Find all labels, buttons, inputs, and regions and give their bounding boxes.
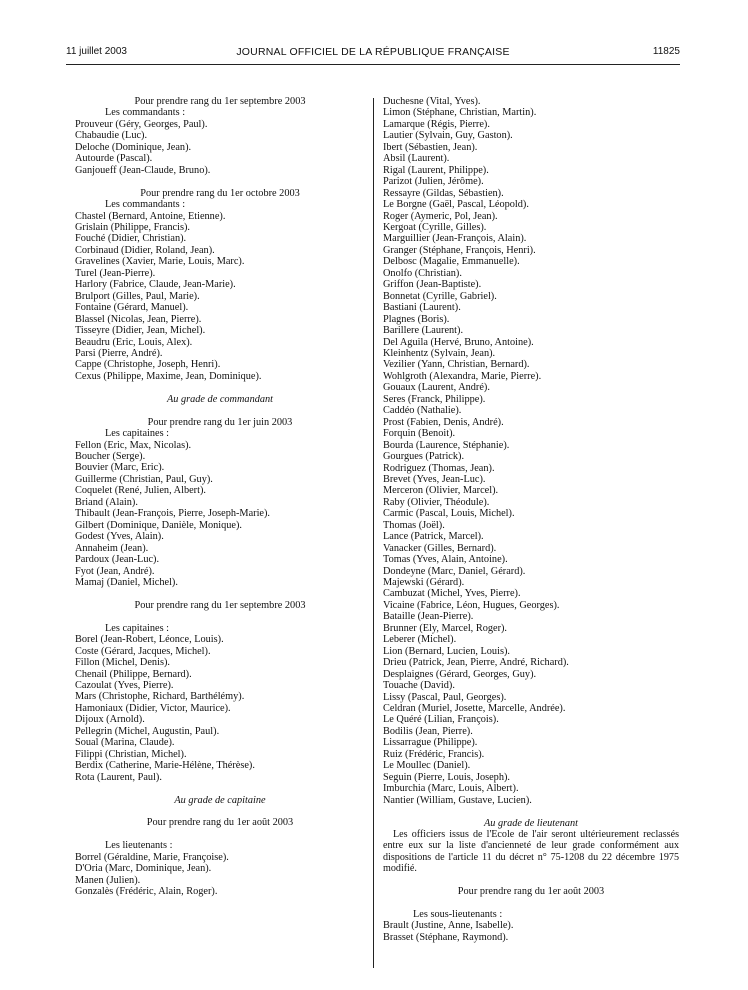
- list-entry: Prost (Fabien, Denis, André).: [383, 416, 504, 428]
- list-entry: Drieu (Patrick, Jean, Pierre, André, Richard).: [383, 657, 569, 669]
- list-entry: Merceron (Olivier, Marcel).: [383, 485, 499, 497]
- list-entry: Lamarque (Régis, Pierre).: [383, 118, 490, 130]
- list-entry: Dijoux (Arnold).: [75, 714, 145, 726]
- list-entry: Roger (Aymeric, Pol, Jean).: [383, 210, 498, 222]
- subsection-label: Les commandants :: [105, 199, 186, 211]
- list-entry: Ruiz (Frédéric, Francis).: [383, 748, 485, 760]
- left-column: [75, 96, 365, 898]
- spacer: [383, 898, 679, 909]
- list-entry: Soual (Marina, Claude).: [75, 737, 175, 749]
- list-entry: Ressayre (Gildas, Sébastien).: [383, 187, 504, 199]
- list-entry: Gourgues (Patrick).: [383, 451, 465, 463]
- list-entry: Lion (Bernard, Lucien, Louis).: [383, 645, 510, 657]
- column-divider: [373, 98, 374, 968]
- list-entry: Lissy (Pascal, Paul, Georges).: [383, 691, 507, 703]
- list-entry: Bouvier (Marc, Eric).: [75, 462, 165, 474]
- list-entry: Borrel (Géraldine, Marie, Françoise).: [75, 851, 229, 863]
- grade-heading: Au grade de commandant: [166, 393, 274, 405]
- list-entry: Dondeyne (Marc, Daniel, Gérard).: [383, 565, 526, 577]
- list-entry: Caddéo (Nathalie).: [383, 405, 462, 417]
- section-heading: Pour prendre rang du 1er août 2003: [146, 817, 294, 829]
- list-entry: Turel (Jean-Pierre).: [75, 267, 156, 279]
- spacer: [75, 176, 365, 187]
- list-entry: Leberer (Michel).: [383, 634, 457, 646]
- section-heading: Pour prendre rang du 1er septembre 2003: [134, 96, 306, 107]
- list-entry: Vanacker (Gilles, Bernard).: [383, 542, 497, 554]
- right-column: [383, 96, 679, 943]
- list-entry: Fouché (Didier, Christian).: [75, 233, 187, 245]
- list-entry: Granger (Stéphane, François, Henri).: [383, 244, 536, 256]
- note-paragraph: Les officiers issus de l'Ecole de l'air seront ultérieurement reclassés entre eux sur la liste d'ancienneté de leur grade conformément aux dispositions de l'article 11 du décret n° 75-1208 du 22 décembre 1975 modifié.: [383, 828, 679, 875]
- list-entry: Imburchia (Marc, Louis, Albert).: [383, 783, 519, 795]
- list-entry: Ibert (Sébastien, Jean).: [383, 141, 478, 153]
- list-entry: Fillon (Michel, Denis).: [75, 657, 170, 669]
- list-entry: Boucher (Serge).: [75, 451, 146, 462]
- section-heading: Pour prendre rang du 1er août 2003: [457, 886, 605, 898]
- list-entry: Cexus (Philippe, Maxime, Jean, Dominique).: [75, 370, 262, 382]
- subsection-label: Les capitaines :: [105, 428, 170, 440]
- list-entry: Gouaux (Laurent, André).: [383, 382, 490, 394]
- list-entry: Bastiani (Laurent).: [383, 302, 461, 314]
- header-page-number: 11825: [652, 46, 680, 57]
- section-heading: Pour prendre rang du 1er octobre 2003: [140, 187, 300, 199]
- spacer: [383, 875, 679, 886]
- list-entry: Vezilier (Yann, Christian, Bernard).: [383, 359, 530, 371]
- list-entry: Manen (Julien).: [75, 874, 141, 886]
- list-entry: Le Quéré (Lilian, François).: [383, 714, 499, 726]
- list-entry: Thibault (Jean-François, Pierre, Joseph-Marie).: [75, 508, 271, 520]
- list-entry: Bodilis (Jean, Pierre).: [383, 725, 473, 737]
- list-entry: Briand (Alain).: [75, 496, 138, 508]
- page-header: [66, 46, 680, 62]
- list-entry: Brulport (Gilles, Paul, Marie).: [75, 290, 200, 302]
- spacer: [75, 611, 365, 622]
- list-entry: Le Borgne (Gaël, Pascal, Léopold).: [383, 199, 529, 211]
- list-entry: Vicaine (Fabrice, Léon, Hugues, Georges).: [383, 599, 560, 611]
- list-entry: Onolfo (Christian).: [383, 267, 462, 279]
- list-entry: Grislain (Philippe, Francis).: [75, 221, 190, 233]
- list-entry: Pardoux (Jean-Luc).: [75, 554, 160, 566]
- list-entry: Absil (Laurent).: [383, 153, 450, 165]
- list-entry: Kergoat (Cyrille, Gilles).: [383, 221, 487, 233]
- subsection-label: Les sous-lieutenants :: [413, 908, 503, 920]
- list-entry: Cambuzat (Michel, Yves, Pierre).: [383, 588, 521, 600]
- list-entry: Seres (Franck, Philippe).: [383, 393, 486, 405]
- list-entry: Berdix (Catherine, Marie-Hélène, Thérèse).: [75, 760, 255, 772]
- section-heading: Pour prendre rang du 1er septembre 2003: [134, 599, 306, 611]
- list-entry: Guillerme (Christian, Paul, Guy).: [75, 473, 213, 485]
- list-entry: D'Oria (Marc, Dominique, Jean).: [75, 863, 212, 875]
- list-entry: Cazoulat (Yves, Pierre).: [75, 680, 174, 692]
- list-entry: Hamoniaux (Didier, Victor, Maurice).: [75, 702, 231, 714]
- list-entry: Coste (Gérard, Jacques, Michel).: [75, 645, 211, 657]
- list-entry: Corbinaud (Didier, Roland, Jean).: [75, 244, 215, 256]
- spacer: [383, 806, 679, 817]
- grade-heading: Au grade de lieutenant: [483, 817, 579, 829]
- list-entry: Lance (Patrick, Marcel).: [383, 531, 484, 543]
- list-entry: Seguin (Pierre, Louis, Joseph).: [383, 771, 510, 783]
- list-entry: Le Moullec (Daniel).: [383, 760, 471, 772]
- list-entry: Brunner (Ely, Marcel, Roger).: [383, 622, 507, 634]
- spacer: [75, 829, 365, 840]
- list-entry: Mamaj (Daniel, Michel).: [75, 576, 178, 588]
- list-entry: Bonnetat (Cyrille, Gabriel).: [383, 290, 497, 302]
- list-entry: Bourda (Laurence, Stéphanie).: [383, 439, 510, 451]
- spacer: [75, 588, 365, 599]
- list-entry: Rigal (Laurent, Philippe).: [383, 164, 489, 176]
- list-entry: Blassel (Nicolas, Jean, Pierre).: [75, 313, 202, 325]
- list-entry: Forquin (Benoit).: [383, 428, 456, 440]
- list-entry: Griffon (Jean-Baptiste).: [383, 279, 482, 291]
- list-entry: Filippi (Christian, Michel).: [75, 748, 187, 760]
- list-entry: Cappe (Christophe, Joseph, Henri).: [75, 359, 221, 371]
- subsection-label: Les lieutenants :: [105, 840, 173, 852]
- spacer: [75, 382, 365, 393]
- list-entry: Brasset (Stéphane, Raymond).: [383, 931, 509, 943]
- list-entry: Mars (Christophe, Richard, Barthélémy).: [75, 691, 245, 703]
- list-entry: Brault (Justine, Anne, Isabelle).: [383, 920, 514, 932]
- list-entry: Thomas (Joël).: [383, 519, 445, 531]
- list-entry: Kleinhentz (Sylvain, Jean).: [383, 347, 496, 359]
- list-entry: Del Aguila (Hervé, Bruno, Antoine).: [383, 336, 534, 348]
- list-entry: Deloche (Dominique, Jean).: [75, 141, 192, 153]
- list-entry: Prouveur (Géry, Georges, Paul).: [75, 118, 208, 130]
- list-entry: Gilbert (Dominique, Danièle, Monique).: [75, 519, 242, 531]
- list-entry: Beaudru (Eric, Louis, Alex).: [75, 336, 193, 348]
- list-entry: Harlory (Fabrice, Claude, Jean-Marie).: [75, 279, 236, 291]
- spacer: [75, 405, 365, 416]
- list-entry: Wohlgroth (Alexandra, Marie, Pierre).: [383, 370, 542, 382]
- list-entry: Nantier (William, Gustave, Lucien).: [383, 794, 532, 806]
- list-entry: Marguillier (Jean-François, Alain).: [383, 233, 527, 245]
- grade-heading: Au grade de capitaine: [174, 794, 266, 806]
- list-entry: Bataille (Jean-Pierre).: [383, 611, 474, 623]
- list-entry: Autourde (Pascal).: [75, 153, 153, 165]
- list-entry: Raby (Olivier, Théodule).: [383, 496, 490, 508]
- list-entry: Fyot (Jean, André).: [75, 565, 155, 577]
- list-entry: Fellon (Eric, Max, Nicolas).: [75, 439, 192, 451]
- list-entry: Chenail (Philippe, Bernard).: [75, 668, 192, 680]
- list-entry: Parsi (Pierre, André).: [75, 347, 163, 359]
- list-entry: Desplaignes (Gérard, Georges, Guy).: [383, 668, 537, 680]
- list-entry: Coquelet (René, Julien, Albert).: [75, 485, 206, 497]
- header-rule: [66, 64, 680, 65]
- list-entry: Rodriguez (Thomas, Jean).: [383, 462, 495, 474]
- list-entry: Duchesne (Vital, Yves).: [383, 96, 481, 107]
- list-entry: Celdran (Muriel, Josette, Marcelle, Andrée).: [383, 703, 566, 715]
- list-entry: Lautier (Sylvain, Guy, Gaston).: [383, 130, 513, 142]
- list-entry: Pellegrin (Michel, Augustin, Paul).: [75, 725, 220, 737]
- list-entry: Gonzalès (Frédéric, Alain, Roger).: [75, 886, 218, 898]
- list-entry: Fontaine (Gérard, Manuel).: [75, 302, 189, 314]
- list-entry: Chastel (Bernard, Antoine, Etienne).: [75, 210, 226, 222]
- list-entry: Parizot (Julien, Jérôme).: [383, 176, 484, 188]
- header-title: JOURNAL OFFICIEL DE LA RÉPUBLIQUE FRANÇAISE: [236, 46, 510, 58]
- list-entry: Gravelines (Xavier, Marie, Louis, Marc).: [75, 256, 245, 268]
- list-entry: Brevet (Yves, Jean-Luc).: [383, 473, 486, 485]
- subsection-label: Les capitaines :: [105, 622, 170, 634]
- list-entry: Tomas (Yves, Alain, Antoine).: [383, 554, 508, 566]
- spacer: [75, 783, 365, 794]
- list-entry: Majewski (Gérard).: [383, 577, 465, 589]
- list-entry: Delbosc (Magalie, Emmanuelle).: [383, 256, 520, 268]
- list-entry: Tisseyre (Didier, Jean, Michel).: [75, 325, 206, 337]
- list-entry: Godest (Yves, Alain).: [75, 531, 164, 543]
- subsection-label: Les commandants :: [105, 107, 186, 119]
- header-date: 11 juillet 2003: [66, 46, 127, 57]
- list-entry: Lissarrague (Philippe).: [383, 737, 478, 749]
- section-heading: Pour prendre rang du 1er juin 2003: [147, 416, 293, 428]
- list-entry: Barillere (Laurent).: [383, 325, 464, 337]
- list-entry: Chabaudie (Luc).: [75, 130, 148, 142]
- list-entry: Ganjoueff (Jean-Claude, Bruno).: [75, 164, 211, 176]
- list-entry: Plagnes (Boris).: [383, 313, 450, 325]
- list-entry: Annaheim (Jean).: [75, 542, 149, 554]
- list-entry: Rota (Laurent, Paul).: [75, 771, 162, 783]
- list-entry: Carmic (Pascal, Louis, Michel).: [383, 508, 515, 520]
- list-entry: Limon (Stéphane, Christian, Martin).: [383, 107, 537, 119]
- list-entry: Borel (Jean-Robert, Léonce, Louis).: [75, 634, 224, 646]
- spacer: [75, 806, 365, 817]
- list-entry: Touache (David).: [383, 680, 455, 692]
